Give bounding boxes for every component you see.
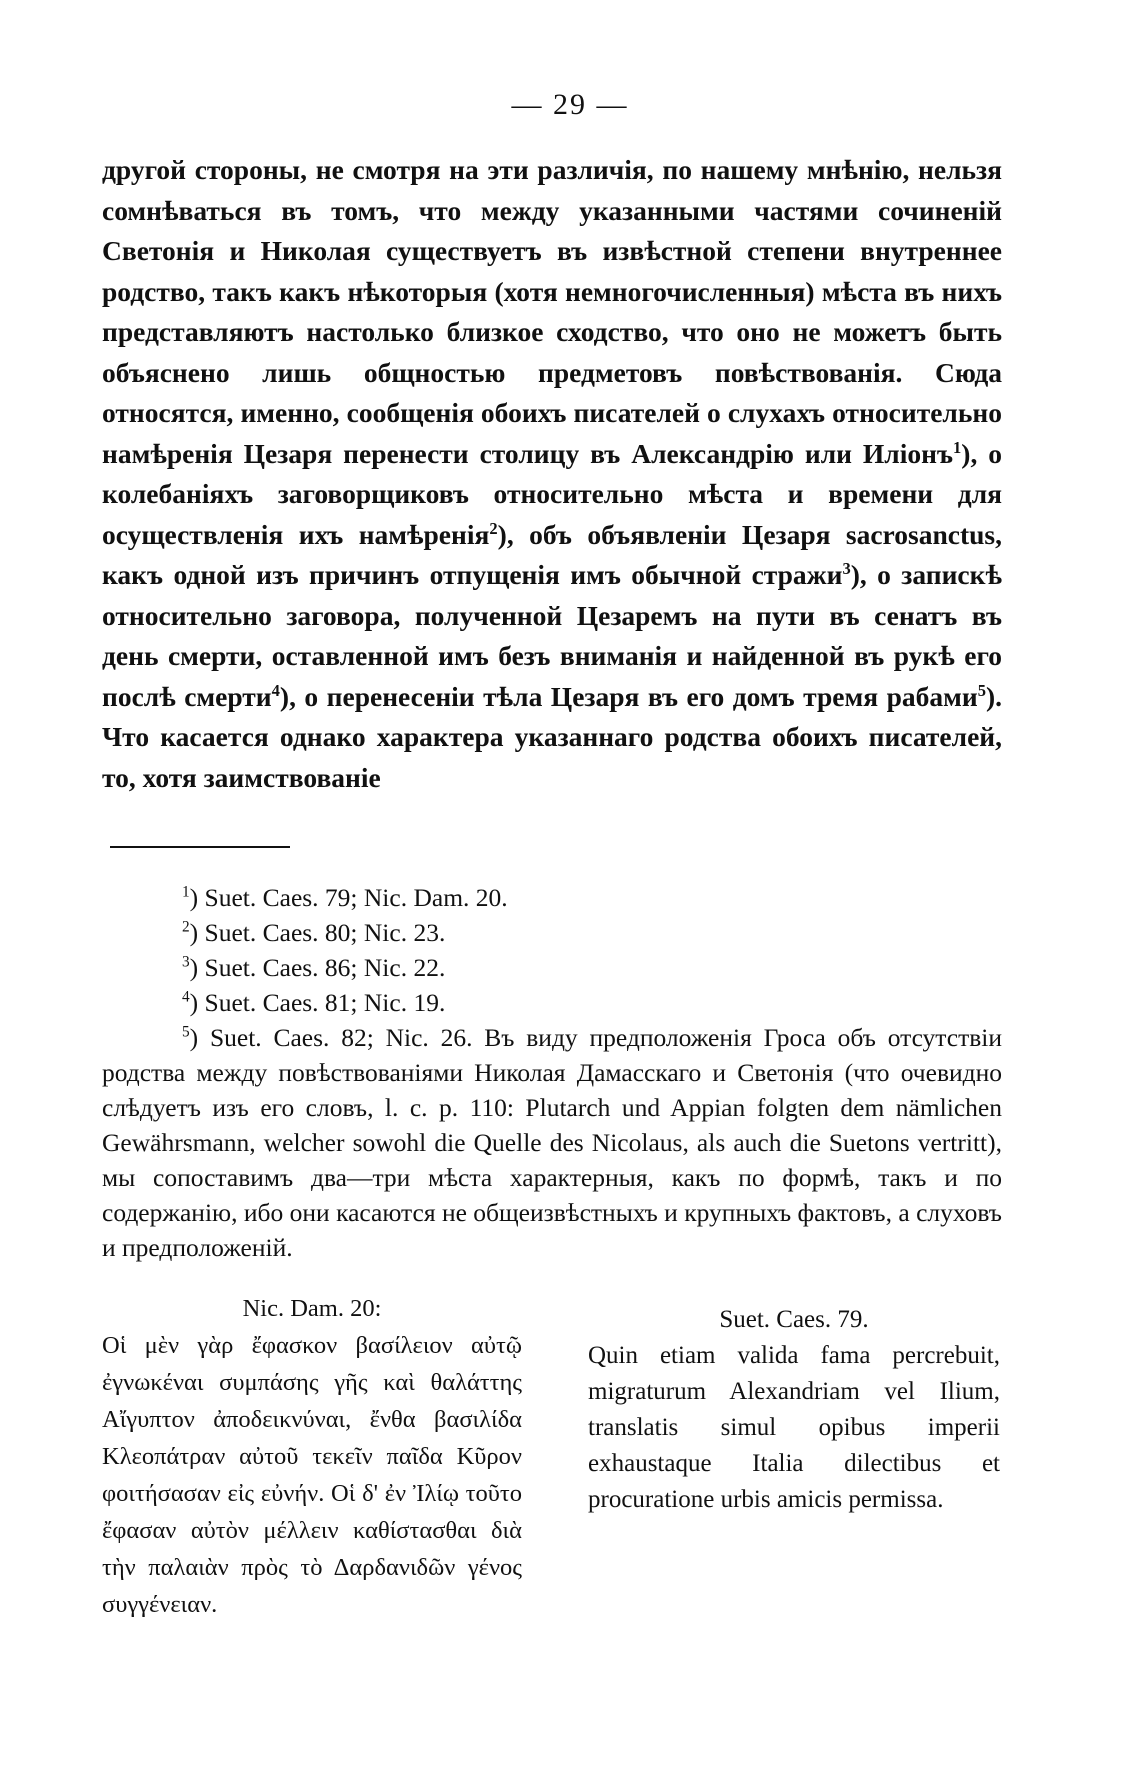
footnote-ref-5[interactable]: 5 bbox=[977, 680, 986, 700]
footnote-5: $^5$) Suet. Caes. 82; Nic. 26. Въ виду предположенія Гроса объ отсутствіи родства между повѣствованіями Николая Дамасскаго и Светонія (что очевидно слѣдуетъ изъ его словъ, l. c. p. 110: Plutarch und Appian folgten dem nämlichen Gewährsmann, welcher sowohl die Quelle des Nicolaus, als auch die Suetons vertritt), мы сопоставимъ два—три мѣста характерныя, какъ по формѣ, такъ и по содержанію, ибо они касаются не общеизвѣстныхъ и крупныхъ фактовъ, а слуховъ и предположеній. bbox=[102, 1023, 1002, 1262]
latin-column-text: Quin etiam valida fama percrebuit, migraturum Alexandriam vel Ilium, translatis simul opibus imperii exhaustaque Italia dilectibus et procuratione urbis amicis permissa. bbox=[588, 1342, 1000, 1513]
footnote-ref-2[interactable]: 2 bbox=[489, 518, 498, 538]
footnote-3: $^3$) Suet. Caes. 86; Nic. 22. bbox=[182, 953, 446, 982]
footnotes bbox=[102, 880, 1002, 1265]
footnote-2: $^2$) Suet. Caes. 80; Nic. 23. bbox=[182, 918, 446, 947]
footnote-ref-1[interactable]: 1 bbox=[953, 437, 962, 457]
greek-column bbox=[102, 1290, 522, 1623]
main-text bbox=[102, 150, 1002, 798]
footnote-4: $^4$) Suet. Caes. 81; Nic. 19. bbox=[182, 988, 446, 1017]
footnote-divider bbox=[110, 846, 290, 848]
page-number: — 29 — bbox=[511, 88, 629, 121]
greek-column-text: Οἱ μὲν γὰρ ἔφασκον βασίλειον αὐτῷ ἐγνωκέναι συμπάσης γῆς καὶ θαλάττης Αἴγυπτον ἀποδεικνύναι, ἔνθα βασιλίδα Κλεοπάτραν αὐτοῦ τεκεῖν παῖδα Κῦρον φοιτήσασαν εἰς εὐνήν. Οἱ δ' ἐν Ἰλίῳ τοῦτο ἔφασαν αὐτὸν μέλλειν καθίστασθαι διὰ τὴν παλαιὰν πρὸς τὸ Δαρδανιδῶν γένος συγγένειαν. bbox=[102, 1332, 522, 1618]
main-paragraph: другой стороны, не смотря на эти различія, по нашему мнѣнію, нельзя сомнѣваться въ томъ, что между указанными частями сочиненій Светонія и Николая существуетъ въ извѣстной степени внутреннее родство, такъ какъ нѣкоторыя (хотя немногочисленныя) мѣста въ нихъ представляютъ настолько близкое сходство, что оно не можетъ быть объяснено лишь общностью предметовъ повѣствованія. Сюда относятся, именно, сообщенія обоихъ писателей о слухахъ относительно намѣренія Цезаря перенести столицу въ Александрію или Иліонъ$^1$), о колебаніяхъ заговорщиковъ относительно мѣста и времени для осуществленія ихъ намѣренія$^2$), объ объявленіи Цезаря sacrosanctus, какъ одной изъ причинъ отпущенія имъ обычной стражи$^3$), о запискѣ относительно заговора, полученной Цезаремъ на пути въ сенатъ въ день смерти, оставленной имъ безъ вниманія и найденной въ рукѣ его послѣ смерти$^4$), о перенесеніи тѣла Цезаря въ его домъ тремя рабами$^5$). Что касается однако характера указаннаго родства обоихъ писателей, то, хотя заимствованіе bbox=[102, 154, 1003, 793]
greek-column-heading: Nic. Dam. 20: bbox=[242, 1295, 382, 1322]
footnote-ref-4[interactable]: 4 bbox=[271, 680, 280, 700]
footnote-1: $^1$) Suet. Caes. 79; Nic. Dam. 20. bbox=[182, 883, 508, 912]
footnote-ref-3[interactable]: 3 bbox=[842, 558, 851, 578]
latin-column bbox=[588, 1302, 1000, 1518]
latin-column-heading: Suet. Caes. 79. bbox=[719, 1306, 869, 1333]
